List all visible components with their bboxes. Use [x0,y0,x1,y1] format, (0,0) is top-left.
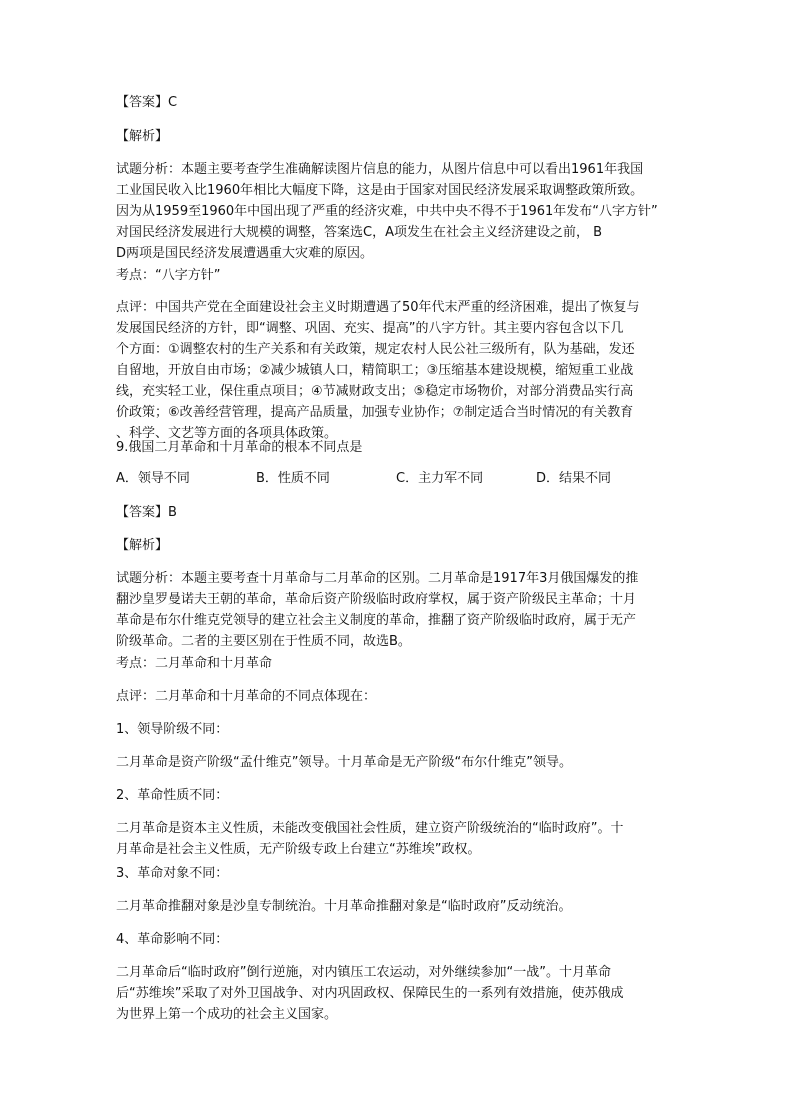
q9-point-line: 二月革命推翻对象是沙皇专制统治。十月革命推翻对象是“临时政府”反动统治。 [116,899,572,914]
q8-analysis-heading: 【解析】 [116,129,169,144]
q8-analysis-line: 因为从1959至1960年中国出现了严重的经济灾难，中共中央不得不于1961年发布“八字方针” [116,204,658,219]
q9-point-line: 后“苏维埃”采取了对外卫国战争、对内巩固政权、保障民生的一系列有效措施，使苏俄成 [116,986,624,1001]
q9-point-title: 1、领导阶级不同： [116,722,229,737]
q9-analysis-line: 试题分析：本题主要考查十月革命与二月革命的区别。二月革命是1917年3月俄国爆发的推 [116,571,639,586]
q9-option-d: D．结果不同 [536,471,612,486]
q9-dianping: 点评：二月革命和十月革命的不同点体现在： [116,689,377,704]
q9-point-title: 4、革命影响不同： [116,932,229,947]
q9-option-c: C．主力军不同 [396,471,484,486]
q9-analysis-heading: 【解析】 [116,538,169,553]
q8-analysis-line: 试题分析：本题主要考查学生准确解读图片信息的能力，从图片信息中可以看出1961年我国 [116,162,644,177]
q8-answer: 【答案】C [116,95,178,110]
q9-analysis-line: 革命是布尔什维克党领导的建立社会主义制度的革命，推翻了资产阶级临时政府，属于无产 [116,613,637,628]
q8-analysis-line: 对国民经济发展进行大规模的调整，答案选C，A项发生在社会主义经济建设之前， B [116,225,603,240]
q9-point-line: 二月革命是资产阶级“孟什维克”领导。十月革命是无产阶级“布尔什维克”领导。 [116,755,572,770]
q8-dianping-line: 价政策；⑥改善经营管理，提高产品质量，加强专业协作；⑦制定适合当时情况的有关教育 [116,405,634,420]
q9-analysis-line: 翻沙皇罗曼诺夫王朝的革命，革命后资产阶级临时政府掌权，属于资产阶级民主革命；十月 [116,592,637,607]
q8-kaodian: 考点：“八字方针” [116,268,221,283]
q9-point-line: 为世界上第一个成功的社会主义国家。 [116,1007,338,1022]
q9-point-title: 2、革命性质不同： [116,788,229,803]
q8-analysis-line: 工业国民收入比1960年相比大幅度下降，这是由于国家对国民经济发展采取调整政策所致。 [116,183,644,198]
q9-point-line: 二月革命后“临时政府”倒行逆施，对内镇压工农运动，对外继续参加“一战”。十月革命 [116,965,611,980]
q9-question: 9.俄国二月革命和十月革命的根本不同点是 [116,440,363,455]
q9-option-a: A．领导不同 [116,471,190,486]
q8-dianping-line: 点评：中国共产党在全面建设社会主义时期遭遇了50年代末严重的经济困难，提出了恢复与 [116,300,640,315]
q8-dianping-line: 、科学、文艺等方面的各项具体政策。 [116,426,338,441]
q8-analysis-line: D两项是国民经济发展遭遇重大灾难的原因。 [116,246,374,261]
q9-point-title: 3、革命对象不同： [116,866,229,881]
q9-option-b: B．性质不同 [256,471,330,486]
q8-dianping-line: 发展国民经济的方针，即“调整、巩固、充实、提高”的八字方针。其主要内容包含以下几 [116,321,624,336]
q9-answer: 【答案】B [116,505,177,520]
q8-dianping-line: 自留地，开放自由市场；②减少城镇人口，精简职工；③压缩基本建设规模，缩短重工业战 [116,363,634,378]
q9-point-line: 月革命是社会主义性质，无产阶级专政上台建立“苏维埃”政权。 [116,842,481,857]
q9-analysis-line: 阶级革命。二者的主要区别在于性质不同，故选B。 [116,634,411,649]
q9-point-line: 二月革命是资本主义性质，未能改变俄国社会性质，建立资产阶级统治的“临时政府”。十 [116,821,624,836]
q9-kaodian: 考点：二月革命和十月革命 [116,656,273,671]
q8-dianping-line: 个方面：①调整农村的生产关系和有关政策，规定农村人民公社三级所有，队为基础，发还 [116,342,635,357]
q8-dianping-line: 线，充实轻工业，保住重点项目；④节减财政支出；⑤稳定市场物价，对部分消费品实行高 [116,384,634,399]
